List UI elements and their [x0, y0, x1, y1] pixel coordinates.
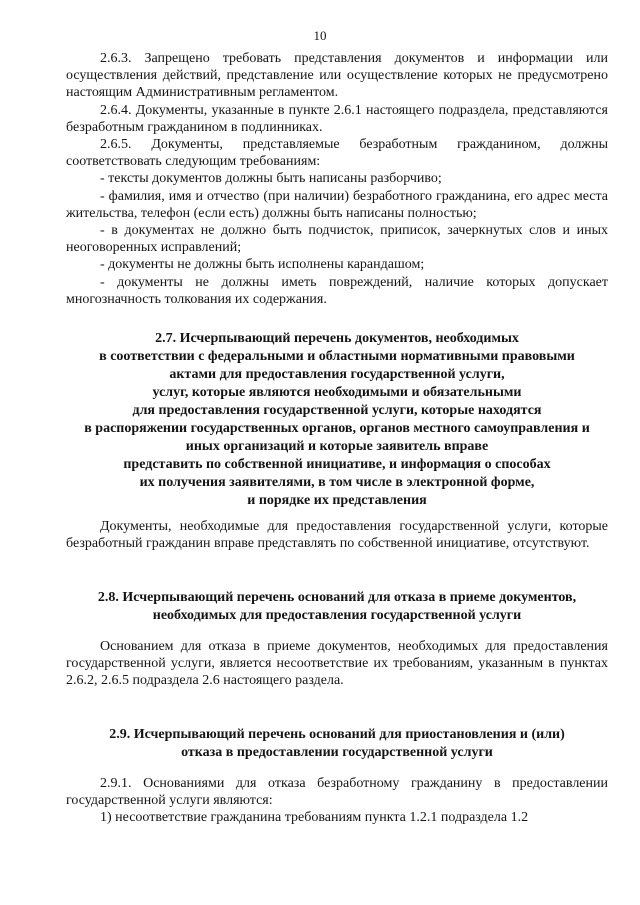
paragraph-2-9-1: 2.9.1. Основаниями для отказа безработному гражданину в предоставлении государственной услуги являются: — [66, 776, 608, 809]
requirement-item: - документы не должны иметь повреждений, наличие которых допускает многозначность толкования их содержания. — [66, 274, 608, 307]
heading-line: представить по собственной инициативе, и информация о способах — [123, 457, 551, 472]
page-number: 10 — [313, 28, 327, 43]
paragraph-2-6-5: 2.6.5. Документы, представляемые безработным гражданином, должны соответствовать следующим требованиям: — [66, 137, 608, 170]
heading-line: и порядке их представления — [247, 493, 427, 508]
paragraph-2-6-4: 2.6.4. Документы, указанные в пункте 2.6.1 настоящего подраздела, представляются безработным гражданином в подлинниках. — [66, 102, 608, 135]
heading-line: иных организаций и которые заявитель вправе — [185, 439, 489, 454]
heading-line: в распоряжении государственных органов, органов местного самоуправления и — [84, 421, 590, 436]
heading-line: в соответствии с федеральными и областными нормативными правовыми — [99, 349, 575, 364]
section-2-9-body — [66, 775, 608, 827]
heading-line: отказа в предоставлении государственной услуги — [181, 745, 493, 760]
section-2-7-heading — [50, 330, 624, 510]
paragraph-2-8: Основанием для отказа в приеме документов, необходимых для предоставления государственной услуги, является несоответствие их требованиям, указанным в пунктах 2.6.2, 2.6.5 подраздела 2.6 настоящего раздела. — [66, 639, 608, 689]
section-2-8-heading — [50, 589, 624, 625]
heading-line: 2.8. Исчерпывающий перечень оснований для отказа в приеме документов, — [97, 590, 577, 605]
paragraph-2-7: Документы, необходимые для предоставления государственной услуги, которые безработный гражданин вправе представлять по собственной инициативе, отсутствуют. — [66, 519, 608, 552]
heading-line: их получения заявителями, в том числе в электронной форме, — [139, 475, 535, 490]
heading-line: услуг, которые являются необходимыми и обязательными — [152, 385, 522, 400]
heading-line: 2.9. Исчерпывающий перечень оснований для приостановления и (или) — [109, 727, 565, 742]
section-2-7-body — [66, 518, 608, 552]
requirement-item: - фамилия, имя и отчество (при наличии) безработного гражданина, его адрес места жительства, телефон (если есть) должны быть написаны полностью; — [66, 188, 608, 221]
requirement-item: - в документах не должно быть подчисток, приписок, зачеркнутых слов и иных неоговоренных исправлений; — [66, 223, 608, 256]
section-2-6-body — [66, 50, 608, 308]
section-2-9-heading — [50, 726, 624, 762]
requirement-item: - тексты документов должны быть написаны разборчиво; — [100, 171, 442, 187]
list-item: 1) несоответствие гражданина требованиям пункта 1.2.1 подраздела 1.2 — [100, 810, 529, 826]
paragraph-2-6-3: 2.6.3. Запрещено требовать представления документов и информации или осуществления действий, представление или осуществление которых не предусмотрено настоящим Административным регламентом. — [66, 51, 608, 101]
heading-line: актами для предоставления государственной услуги, — [169, 367, 505, 382]
heading-line: для предоставления государственной услуги, которые находятся — [132, 403, 542, 418]
requirement-item: - документы не должны быть исполнены карандашом; — [100, 257, 425, 273]
heading-line: 2.7. Исчерпывающий перечень документов, необходимых — [155, 331, 519, 346]
section-2-8-body — [66, 638, 608, 690]
heading-line: необходимых для предоставления государственной услуги — [152, 608, 522, 623]
